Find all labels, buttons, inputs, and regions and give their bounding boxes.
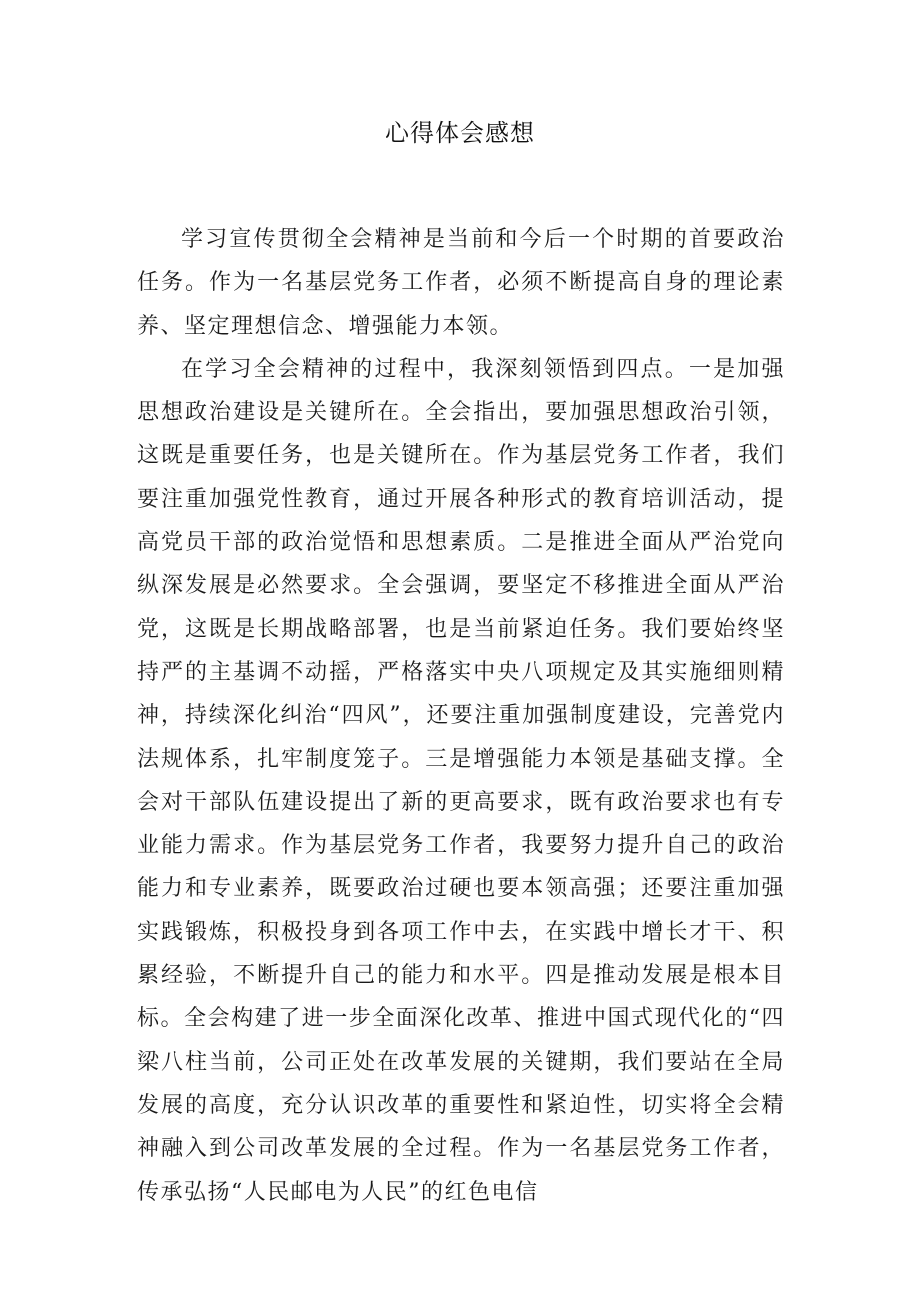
paragraph-1: 学习宣传贯彻全会精神是当前和今后一个时期的首要政治任务。作为一名基层党务工作者，必须不断提高自身的理论素养、坚定理想信念、增强能力本领。 (137, 227, 785, 339)
document-body (137, 218, 785, 1214)
paragraph-2: 在学习全会精神的过程中，我深刻领悟到四点。一是加强思想政治建设是关键所在。全会指出，要加强思想政治引领，这既是重要任务，也是关键所在。作为基层党务工作者，我们要注重加强党性教育，通过开展各种形式的教育培训活动，提高党员干部的政治觉悟和思想素质。二是推进全面从严治党向纵深发展是必然要求。全会强调，要坚定不移推进全面从严治党，这既是长期战略部署，也是当前紧迫任务。我们要始终坚持严的主基调不动摇，严格落实中央八项规定及其实施细则精神，持续深化纠治“四风”，还要注重加强制度建设，完善党内法规体系，扎牢制度笼子。三是增强能力本领是基础支撑。全会对干部队伍建设提出了新的更高要求，既有政治要求也有专业能力需求。作为基层党务工作者，我要努力提升自己的政治能力和专业素养，既要政治过硬也要本领高强；还要注重加强实践锻炼，积极投身到各项工作中去，在实践中增长才干、积累经验，不断提升自己的能力和水平。四是推动发展是根本目标。全会构建了进一步全面深化改革、推进中国式现代化的“四梁八柱当前，公司正处在改革发展的关键期，我们要站在全局发展的高度，充分认识改革的重要性和紧迫性，切实将全会精神融入到公司改革发展的全过程。作为一名基层党务工作者，传承弘扬“人民邮电为人民”的红色电信 (137, 356, 785, 1205)
document-title: 心得体会感想 (385, 119, 535, 147)
